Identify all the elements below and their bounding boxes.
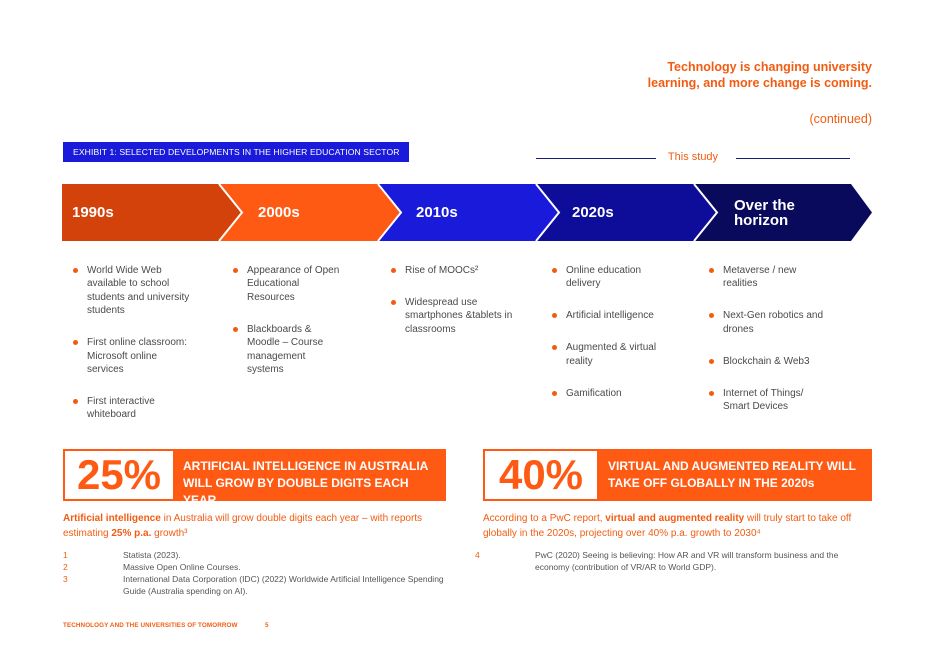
study-line-right [736, 158, 850, 159]
timeline [62, 184, 874, 241]
bullet-dot [233, 327, 238, 332]
bullet-dot [552, 313, 557, 318]
list-item: First online classroom: Microsoft online services [73, 336, 193, 376]
footnote: 3 International Data Corporation (IDC) (2022) Worldwide Artificial Intelligence Spending Guide (Australia spending on AI). [63, 574, 444, 596]
footnote: 4 PwC (2020) Seeing is believing: How AR and VR will transform business and the economy (contribution of VR/AR to World GDP). [475, 550, 839, 572]
bullet-dot [73, 268, 78, 273]
bullet-dot [709, 268, 714, 273]
era-column-horizon [709, 264, 829, 432]
list-item: First interactive whiteboard [73, 395, 193, 422]
era-column-2010s [391, 264, 521, 355]
list-item: Metaverse / new realities [709, 264, 829, 291]
footnotes-right [475, 549, 875, 573]
bullet-dot [391, 268, 396, 273]
list-item: World Wide Web available to school students and university students [73, 264, 193, 318]
list-item: Next-Gen robotics and drones [709, 309, 829, 336]
stat-box-ai [63, 449, 446, 507]
era-column-1990s [73, 264, 193, 440]
this-study-marker [536, 150, 850, 166]
era-label-1990s: 1990s [72, 204, 114, 221]
list-item: Widespread use smartphones &tablets in classrooms [391, 296, 521, 336]
list-item: Internet of Things/ Smart Devices [709, 387, 829, 414]
bullet-dot [73, 399, 78, 404]
footnotes-left [63, 549, 453, 597]
list-item: Augmented & virtual reality [552, 341, 677, 368]
bullet-dot [233, 268, 238, 273]
era-label-2020s: 2020s [572, 204, 614, 221]
era-label-2010s: 2010s [416, 204, 458, 221]
page-number: 5 [265, 622, 269, 629]
footnote: 1 Statista (2023). [63, 550, 181, 560]
stat-title-vr: VIRTUAL AND AUGMENTED REALITY WILL TAKE OFF GLOBALLY IN THE 2020s [608, 459, 856, 490]
stat-number-ai: 25% [65, 451, 173, 499]
list-item: Gamification [552, 387, 677, 400]
list-item: Blackboards & Moodle – Course management systems [233, 323, 343, 377]
list-item: Blockchain & Web3 [709, 355, 829, 368]
stat-desc-vr: According to a PwC report, virtual and augmented reality will truly start to take off globally in the 2020s, projecting over 40% p.a. growth to 2030⁴ [483, 513, 852, 539]
stat-title-ai: ARTIFICIAL INTELLIGENCE IN AUSTRALIA WILL GROW BY DOUBLE DIGITS EACH YEAR [183, 459, 428, 507]
era-label-horizon: Over the horizon [734, 196, 795, 229]
bullet-dot [552, 345, 557, 350]
era-label-2000s: 2000s [258, 204, 300, 221]
bullet-dot [709, 359, 714, 364]
page-heading: Technology is changing university learning, and more change is coming. [647, 60, 872, 90]
footnote: 2 Massive Open Online Courses. [63, 562, 241, 572]
list-item: Online education delivery [552, 264, 677, 291]
footer-title: TECHNOLOGY AND THE UNIVERSITIES OF TOMORROW [63, 622, 238, 629]
bullet-dot [391, 300, 396, 305]
stat-box-vr [483, 449, 872, 501]
bullet-dot [552, 391, 557, 396]
bullet-dot [552, 268, 557, 273]
era-column-2000s [233, 264, 343, 395]
list-item: Rise of MOOCs² [391, 264, 521, 277]
exhibit-title: EXHIBIT 1: SELECTED DEVELOPMENTS IN THE HIGHER EDUCATION SECTOR [63, 142, 409, 162]
continued-label: (continued) [809, 112, 872, 126]
this-study-label: This study [667, 151, 719, 163]
list-item: Appearance of Open Educational Resources [233, 264, 343, 304]
bullet-dot [709, 313, 714, 318]
era-column-2020s [552, 264, 677, 418]
stat-desc-ai: Artificial intelligence in Australia will grow double digits each year – with reports estimating 25% p.a. growth³ [63, 513, 423, 539]
list-item: Artificial intelligence [552, 309, 677, 322]
stat-number-vr: 40% [485, 451, 597, 499]
bullet-dot [709, 391, 714, 396]
bullet-dot [73, 340, 78, 345]
